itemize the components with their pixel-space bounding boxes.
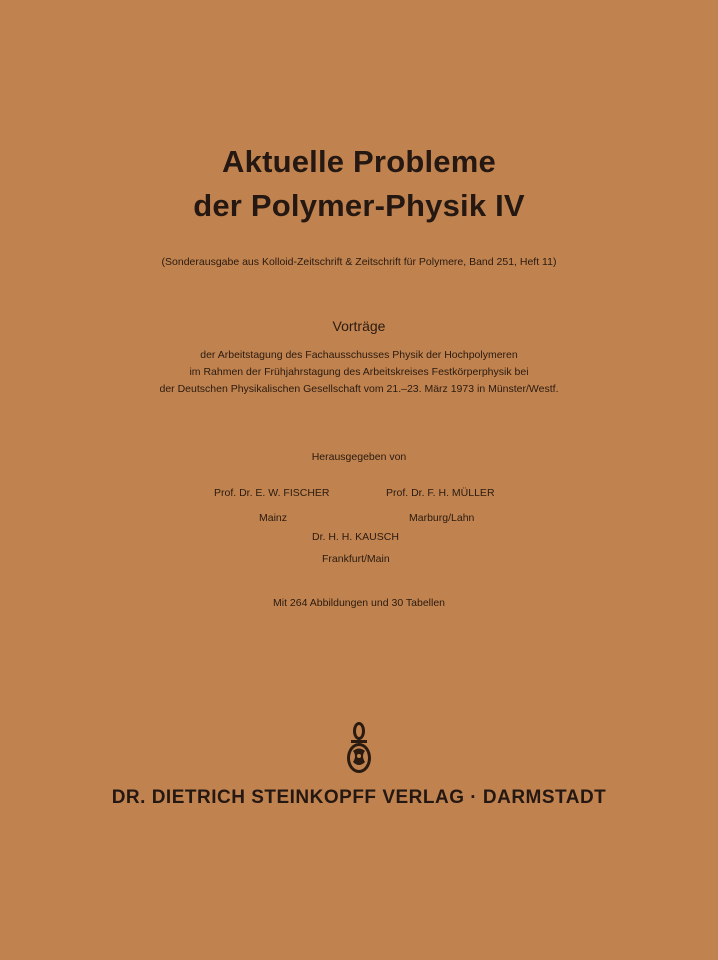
publisher-name: DR. DIETRICH STEINKOPFF VERLAG · DARMSTADT — [111, 787, 607, 808]
lectures-line-3: der Deutschen Physikalischen Gesellschaft vom 21.–23. März 1973 in Münster/Westf. — [159, 383, 559, 395]
editor-1-name: Prof. Dr. E. W. FISCHER — [214, 487, 330, 499]
subtitle: (Sonderausgabe aus Kolloid-Zeitschrift & Zeitschrift für Polymere, Band 251, Heft 11) — [161, 256, 557, 268]
editors-heading: Herausgegeben von — [311, 451, 407, 463]
illustrations-note: Mit 264 Abbildungen und 30 Tabellen — [272, 597, 446, 609]
title-line-2: der Polymer-Physik IV — [193, 188, 525, 223]
lectures-heading: Vorträge — [332, 318, 386, 334]
editor-2-name: Prof. Dr. F. H. MÜLLER — [386, 487, 495, 499]
lectures-line-1: der Arbeitstagung des Fachausschusses Physik der Hochpolymeren — [200, 349, 518, 361]
editor-1-place: Mainz — [259, 512, 288, 524]
lectures-line-2: im Rahmen der Frühjahrstagung des Arbeitskreises Festkörperphysik bei — [189, 366, 529, 378]
editor-3-name: Dr. H. H. KAUSCH — [312, 531, 399, 543]
publisher-emblem-icon — [343, 718, 375, 778]
title-line-1: Aktuelle Probleme — [222, 144, 496, 179]
editor-3-place: Frankfurt/Main — [322, 553, 390, 565]
editor-2-place: Marburg/Lahn — [409, 512, 475, 524]
